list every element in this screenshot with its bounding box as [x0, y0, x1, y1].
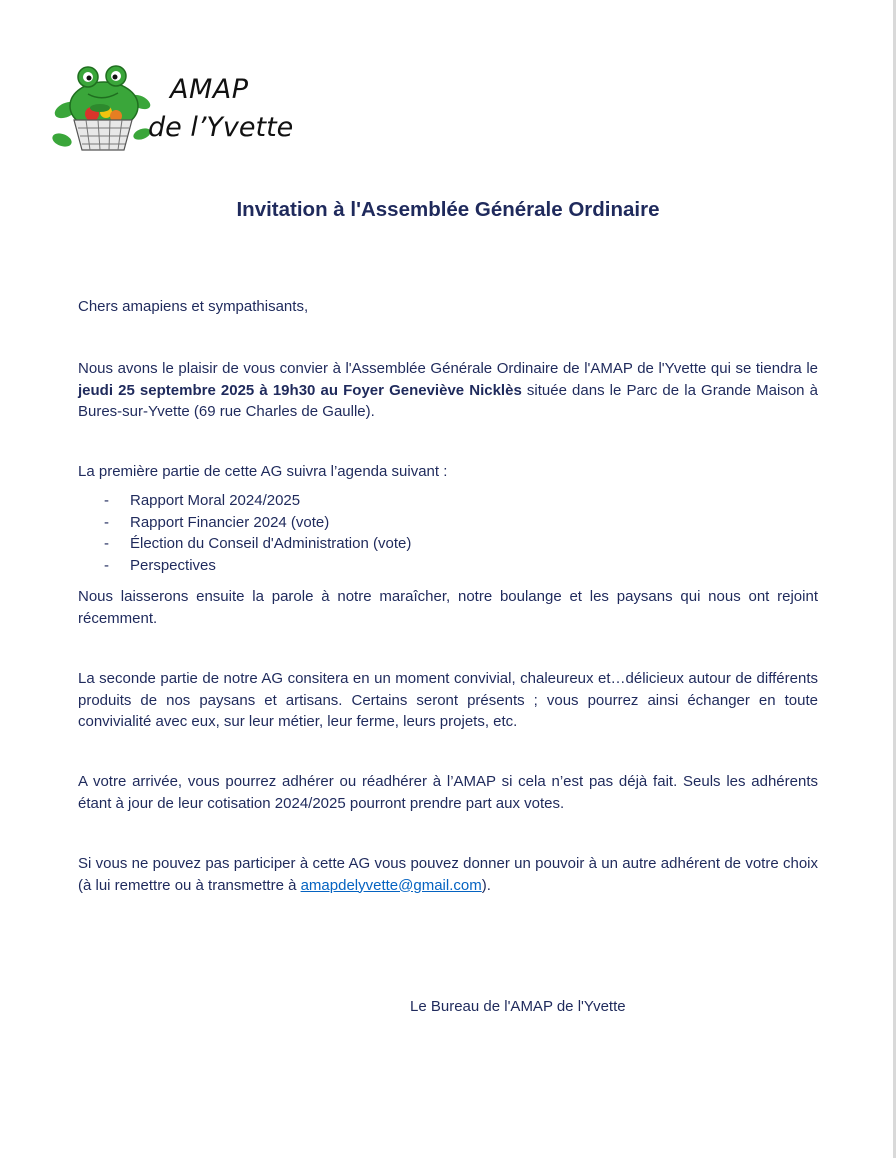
- frog-with-basket-icon: [52, 62, 152, 154]
- signature: Le Bureau de l'AMAP de l'Yvette: [410, 998, 626, 1015]
- logo-text-amap: AMAP: [170, 74, 249, 105]
- email-link[interactable]: amapdelyvette@gmail.com: [300, 876, 482, 894]
- list-bullet: -: [104, 535, 109, 552]
- paragraph-membership: A votre arrivée, vous pourrez adhérer ou réadhérer à l’AMAP si cela n’est pas déjà fait. Seuls les adhérents étant à jour de leur cotisation 2024/2025 pourront prendre part aux votes.: [78, 773, 818, 812]
- agenda-item-label: Rapport Moral 2024/2025: [130, 492, 301, 509]
- paragraph-proxy: [78, 853, 818, 896]
- agenda-item: [78, 555, 578, 577]
- event-date-location: jeudi 25 septembre 2025 à 19h30 au Foyer Geneviève Nicklès: [78, 381, 522, 399]
- agenda-item: [78, 490, 578, 512]
- agenda-item-label: Perspectives: [130, 556, 216, 574]
- invitation-text-end: située dans le Parc de la Grande Maison à Bures-sur-Yvette (69 rue Charles de Gaulle).: [78, 381, 818, 420]
- agenda-intro: La première partie de cette AG suivra l’agenda suivant :: [78, 463, 448, 480]
- paragraph-invitation: [78, 358, 818, 423]
- agenda-item: [78, 512, 578, 534]
- agenda-item-label: Rapport Financier 2024 (vote): [130, 513, 330, 531]
- amap-logo: [52, 62, 302, 154]
- agenda-item-label: Élection du Conseil d'Administration (vote): [130, 535, 412, 552]
- agenda-list: [78, 490, 578, 576]
- proxy-text-end: ).: [481, 876, 491, 894]
- invitation-text-start: Nous avons le plaisir de vous convier à l'Assemblée Générale Ordinaire de l'AMAP de l'Yvette qui se tiendra le: [78, 360, 818, 377]
- document-title: Invitation à l'Assemblée Générale Ordinaire: [236, 198, 660, 221]
- list-bullet: -: [104, 556, 109, 574]
- list-bullet: -: [104, 513, 109, 531]
- proxy-text-start: Si vous ne pouvez pas participer à cette AG vous pouvez donner un pouvoir à un autre adhérent de votre choix (à lui remettre ou à transmettre à: [78, 855, 818, 894]
- paragraph-speakers: Nous laisserons ensuite la parole à notre maraîcher, notre boulange et les paysans qui nous ont rejoint récemment.: [78, 588, 818, 627]
- list-bullet: -: [104, 492, 109, 509]
- greeting: Chers amapiens et sympathisants,: [78, 298, 309, 315]
- paragraph-convivial: La seconde partie de notre AG consitera en un moment convivial, chaleureux et…délicieux autour de différents produits de nos paysans et artisans. Certains seront présents ; vous pourrez ainsi échanger en toute convivialité avec eux, sur leur métier, leur ferme, leurs projets, etc.: [78, 670, 818, 730]
- logo-text-yvette: de l’Yvette: [148, 112, 294, 143]
- agenda-item: [78, 533, 578, 555]
